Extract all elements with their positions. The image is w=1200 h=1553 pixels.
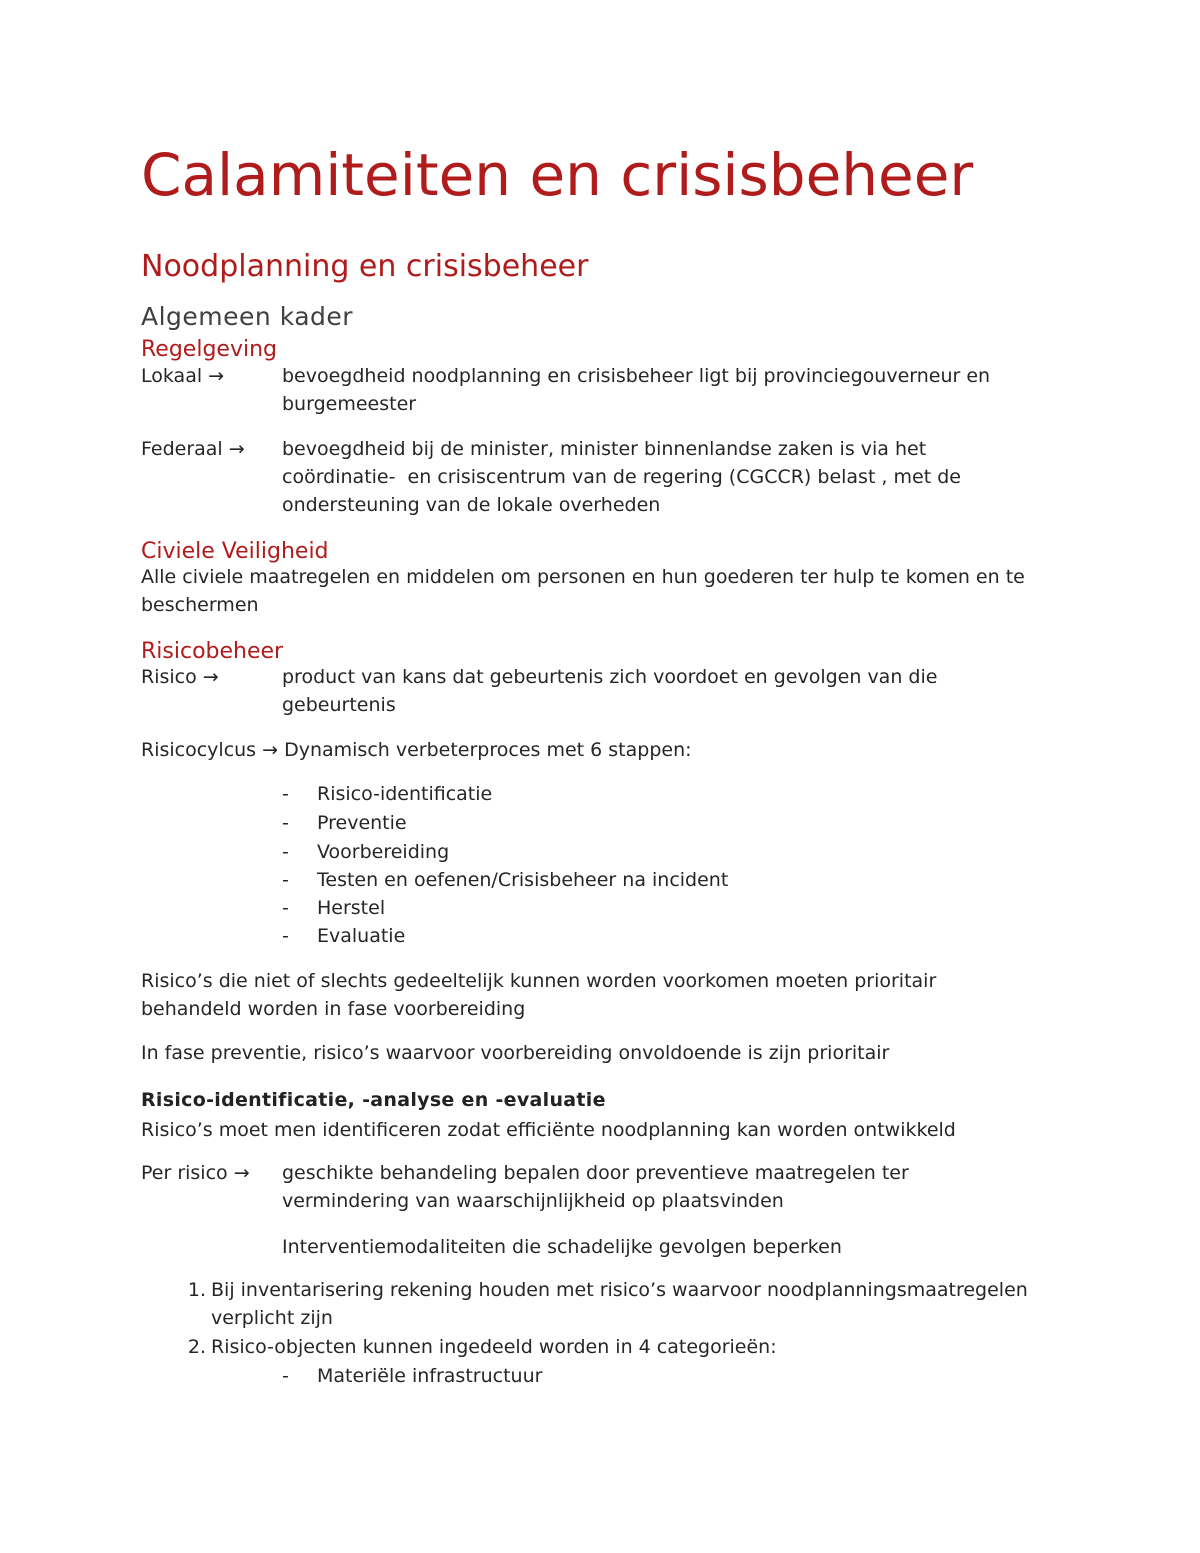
numbered-list: 1. Bij inventarisering rekening houden met risico’s waarvoor noodplanningsmaatregelen verplicht zijn 2. Risico-objecten kunnen ingedeeld worden in 4 categorieën: - Materiële infrastructuur (141, 1276, 1081, 1396)
heading-regelgeving: Regelgeving (141, 337, 277, 362)
heading-risicobeheer: Risicobeheer (141, 639, 284, 664)
term-lokaal: Lokaal → (141, 365, 225, 387)
paragraph-civiele: Alle civiele maatregelen en middelen om personen en hun goederen ter hulp te komen en te beschermen (141, 566, 1025, 616)
list-number: 1. (187, 1279, 206, 1301)
subsection-heading: Algemeen kader (141, 302, 354, 331)
heading-risico-identificatie: Risico-identificatie, -analyse en -evaluatie (141, 1089, 606, 1111)
definition-per-risico (141, 1159, 1081, 1215)
paragraph-prioritair-1: Risico’s die niet of slechts gedeeltelijk kunnen worden voorkomen moeten prioritair behandeld worden in fase voorbereiding (141, 970, 937, 1020)
def-risico: product van kans dat gebeurtenis zich voordoet en gevolgen van die gebeurtenis (282, 666, 938, 716)
heading-civiele-veiligheid: Civiele Veiligheid (141, 539, 329, 564)
bullet-dash: - (282, 869, 289, 891)
section-heading: Noodplanning en crisisbeheer (141, 249, 589, 284)
def-lokaal: bevoegdheid noodplanning en crisisbeheer ligt bij provinciegouverneur en burgemeester (282, 365, 991, 415)
steps-list: - Risico-identificatie - Preventie - Voorbereiding - Testen en oefenen/Crisisbeheer na incident - Herstel - Evaluatie (141, 780, 1041, 950)
bullet-dash: - (282, 1365, 289, 1387)
definition-federaal (141, 435, 1081, 519)
term-per-risico: Per risico → (141, 1162, 250, 1184)
bullet-dash: - (282, 841, 289, 863)
paragraph-prioritair-2: In fase preventie, risico’s waarvoor voorbereiding onvoldoende is zijn prioritair (141, 1042, 890, 1064)
paragraph-risicocyclus: Risicocylcus → Dynamisch verbeterproces met 6 stappen: (141, 739, 692, 761)
bullet-dash: - (282, 925, 289, 947)
list-number: 2. (187, 1336, 206, 1358)
bullet-dash: - (282, 783, 289, 805)
document-title: Calamiteiten en crisisbeheer (141, 141, 974, 209)
definition-risico (141, 663, 1081, 719)
term-risico: Risico → (141, 666, 219, 688)
definition-lokaal (141, 362, 1081, 418)
def-federaal: bevoegdheid bij de minister, minister binnenlandse zaken is via het coördinatie- en crisiscentrum van de regering (CGCCR) belast , met de ondersteuning van de lokale overheden (282, 438, 961, 516)
paragraph-interventie: Interventiemodaliteiten die schadelijke gevolgen beperken (282, 1236, 842, 1258)
term-federaal: Federaal → (141, 438, 245, 460)
list-item: 1. Bij inventarisering rekening houden met risico’s waarvoor noodplanningsmaatregelen verplicht zijn (141, 1276, 1081, 1332)
paragraph-identificatie: Risico’s moet men identificeren zodat efficiënte noodplanning kan worden ontwikkeld (141, 1119, 956, 1141)
bullet-dash: - (282, 812, 289, 834)
def-per-risico: geschikte behandeling bepalen door preventieve maatregelen ter vermindering van waarschijnlijkheid op plaatsvinden (282, 1162, 909, 1212)
bullet-dash: - (282, 897, 289, 919)
